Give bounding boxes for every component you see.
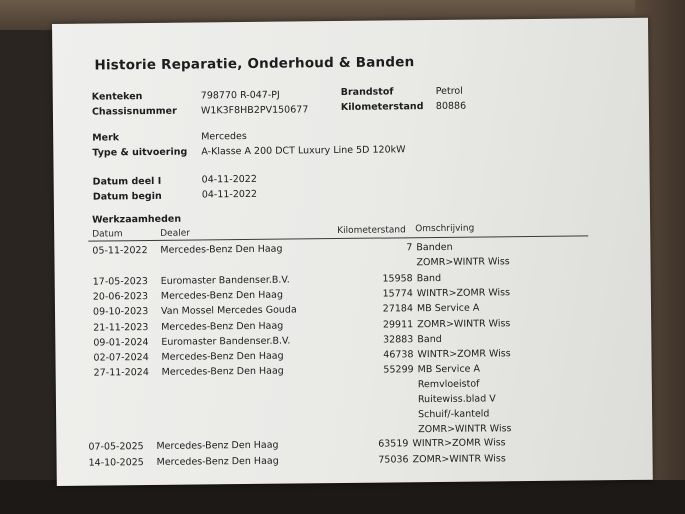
merk-label: Merk [92, 132, 120, 144]
row-dealer: Euromaster Bandenser.B.V. [161, 335, 291, 348]
row-omschrijving: Ruitewiss.blad V [417, 393, 496, 406]
section-title: Werkzaamheden [91, 213, 182, 226]
row-datum: 27-11-2024 [93, 367, 149, 379]
row-datum: 07-05-2025 [88, 441, 144, 453]
row-dealer: Mercedes-Benz Den Haag [160, 243, 283, 256]
row-omschrijving: Banden [416, 241, 453, 254]
type-value: A-Klasse A 200 DCT Luxury Line 5D 120kW [201, 144, 406, 158]
header-omschrijving: Omschrijving [415, 223, 475, 235]
row-kilometerstand: 7 [406, 242, 413, 254]
datum-deel1-label: Datum deel I [92, 175, 162, 188]
row-omschrijving: Band [417, 333, 442, 346]
kilometerstand-label: Kilometerstand [340, 101, 424, 113]
kilometerstand-value: 80886 [435, 100, 467, 112]
row-kilometerstand: 29911 [382, 319, 414, 331]
row-dealer: Mercedes-Benz Den Haag [156, 455, 279, 468]
row-kilometerstand: 15774 [382, 288, 413, 300]
document-page [52, 18, 653, 486]
row-dealer: Mercedes-Benz Den Haag [161, 365, 284, 378]
row-omschrijving: Remvloeistof [417, 378, 480, 391]
datum-begin-value: 04-11-2022 [201, 188, 258, 201]
datum-begin-label: Datum begin [92, 190, 162, 203]
row-datum: 02-07-2024 [93, 352, 149, 364]
chassis-value: W1K3F8HB2PV150677 [200, 104, 309, 117]
row-kilometerstand: 32883 [383, 334, 414, 346]
row-kilometerstand: 15958 [382, 273, 413, 285]
row-omschrijving: MB Service A [417, 363, 481, 376]
row-datum: 14-10-2025 [88, 457, 144, 469]
row-omschrijving: Schuif/-kanteld [418, 408, 490, 421]
row-dealer: Van Mossel Mercedes Gouda [160, 304, 297, 317]
chassis-label: Chassisnummer [91, 105, 177, 118]
header-kilometerstand: Kilometerstand [337, 225, 406, 237]
row-datum: 09-01-2024 [93, 337, 149, 349]
kenteken-value: 798770 R-047-PJ [200, 89, 280, 102]
row-dealer: Mercedes-Benz Den Haag [160, 289, 284, 302]
row-kilometerstand: 63519 [378, 438, 409, 450]
brandstof-value: Petrol [435, 85, 463, 97]
row-dealer: Euromaster Bandenser.B.V. [160, 274, 290, 287]
page-title: Historie Reparatie, Onderhoud & Banden [94, 54, 415, 74]
row-kilometerstand: 27184 [382, 303, 414, 315]
row-omschrijving: ZOMR>WINTR Wiss [418, 423, 512, 436]
row-omschrijving: MB Service A [416, 302, 480, 315]
row-omschrijving: ZOMR>WINTR Wiss [412, 453, 506, 466]
row-datum: 09-10-2023 [92, 306, 149, 318]
header-datum: Datum [92, 229, 123, 240]
row-omschrijving: WINTR>ZOMR Wiss [417, 348, 511, 361]
row-omschrijving: Band [416, 272, 442, 285]
row-kilometerstand: 75036 [378, 454, 409, 466]
row-dealer: Mercedes-Benz Den Haag [156, 439, 279, 452]
row-omschrijving: WINTR>ZOMR Wiss [412, 437, 506, 450]
row-kilometerstand: 55299 [383, 364, 414, 376]
row-dealer: Mercedes-Benz Den Haag [161, 350, 284, 363]
row-datum: 20-06-2023 [92, 291, 149, 303]
row-datum: 17-05-2023 [92, 276, 148, 288]
merk-value: Mercedes [201, 130, 247, 143]
row-kilometerstand: 46738 [383, 349, 414, 361]
row-omschrijving: ZOMR>WINTR Wiss [416, 256, 510, 269]
header-dealer: Dealer [160, 228, 190, 239]
row-omschrijving: ZOMR>WINTR Wiss [417, 318, 511, 331]
type-label: Type & uitvoering [92, 146, 188, 159]
datum-deel1-value: 04-11-2022 [201, 173, 257, 186]
kenteken-label: Kenteken [91, 91, 143, 103]
row-datum: 05-11-2022 [92, 245, 148, 257]
brandstof-label: Brandstof [340, 86, 394, 98]
row-dealer: Mercedes-Benz Den Haag [161, 320, 284, 333]
row-datum: 21-11-2023 [93, 322, 149, 334]
row-omschrijving: WINTR>ZOMR Wiss [416, 287, 511, 300]
